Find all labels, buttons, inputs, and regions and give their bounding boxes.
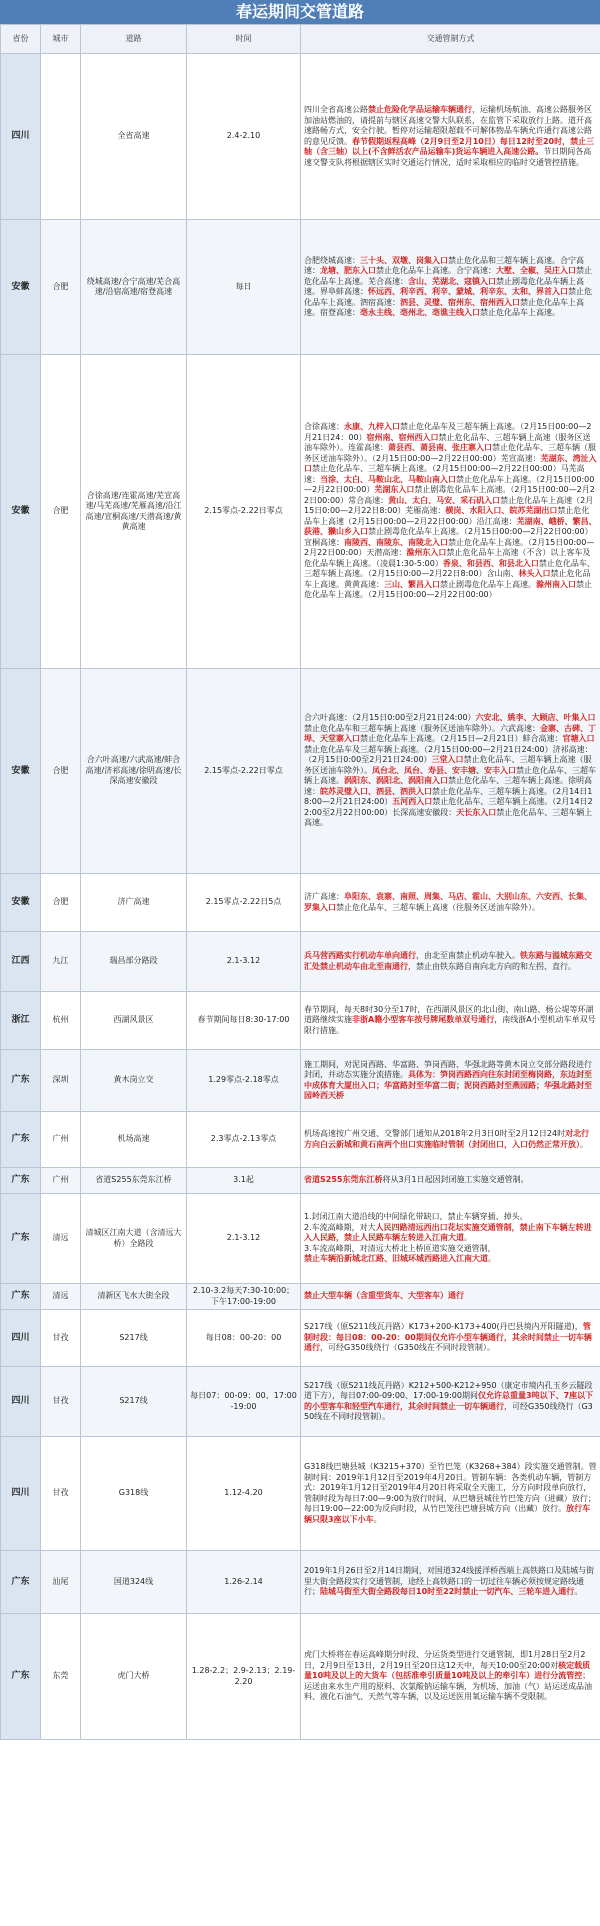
table-row — [1, 669, 600, 874]
text-segment: 禁止危化品车上高速。芜合高速： — [304, 266, 592, 286]
highlight-text: 泗县、灵璧、宿州东、宿州西入口 — [400, 297, 520, 307]
highlight-text: 当涂、太白、马鞍山北、马鞍山南入口 — [320, 474, 456, 484]
highlight-text: 铁东路与溢城东路交汇处禁止机动车由北至南通行 — [304, 951, 592, 971]
province-cell: 广东 — [1, 1551, 41, 1614]
highlight-text: 芜湖东、湾沚入口 — [304, 453, 597, 474]
time-cell: 3.1起 — [187, 1168, 301, 1194]
control-method-cell — [301, 992, 600, 1050]
text-segment: 禁止危化品车上高速。（2月15日—2月21日）蚌合高速： — [360, 734, 563, 744]
highlight-text: 禁止大型车辆（含重型货车、大型客车）通行 — [304, 1291, 464, 1301]
time-cell: 2.15零点-2.22日零点 — [187, 669, 301, 874]
control-method-cell — [301, 54, 600, 220]
text-segment: S217线（原S211线瓦丹路）K212+500-K212+950（康定市境内孔玉乡云隧段道下方），每日07:00-09:00、17:00-19:00期间 — [304, 1380, 593, 1400]
road-cell: S217线 — [81, 1367, 187, 1437]
city-cell: 合肥 — [41, 220, 81, 355]
city-cell: 汕尾 — [41, 1551, 81, 1614]
road-cell: 合六叶高速/六武高速/蚌合高速/济祁高速/徐明高速/长深高速安徽段 — [81, 669, 187, 874]
highlight-text: 龙塘、肥东入口 — [320, 266, 376, 275]
road-cell: 绕城高速/合宁高速/芜合高速/沿宿高速/宿登高速 — [81, 220, 187, 355]
text-segment: 节日期间各高速交警支队将根据辖区实时交通运行情况，适时采取相应的临时交通管控措施。 — [304, 147, 592, 167]
text-segment: G318线巴塘县城（K3215+370）至竹巴笼（K3268+384）段实施交通管制。管制时间：2019年1月12日至2019年4月20日。管制车辆：各类机动车辆，管制方式：2019年1月12日至2019年4月20日将采取全天施工，分方向时段单向放行，管制时段为每日7:00—9:00为放行时间，从巴塘县城往竹巴笼方向（进藏）放行；每日19:00—22:00为反向时段，从竹巴笼往巴塘县城方向（出藏）放行。 — [304, 1462, 597, 1513]
road-cell: 全省高速 — [81, 54, 187, 220]
province-cell: 四川 — [1, 54, 41, 220]
highlight-text: 禁止车辆沿新城北江路、旧城环城西路进入江南大道 — [304, 1254, 488, 1264]
text-segment: 禁止危化品车和三超车辆上高速（服务区送油车除外）。六武高速： — [304, 723, 540, 733]
text-segment: 机场高速按广州交通、交警部门通知从2018年2月3日0时至2月12日24时 — [304, 1129, 566, 1138]
text-segment: 四川全省高速公路 — [304, 105, 368, 114]
highlight-text: 林头入口 — [518, 569, 551, 579]
road-cell: 机场高速 — [81, 1112, 187, 1168]
text-segment: 3.车流高峰期，对清远大桥北上桥匝道实施交通管制， — [304, 1243, 496, 1253]
province-cell: 广东 — [1, 1284, 41, 1310]
text-segment: 禁止危化品车、三超车辆上高速。（2月15日00:00—2月22日00:00）马芜高速： — [304, 464, 585, 484]
text-segment: 合徐高速： — [304, 422, 344, 432]
road-cell: 国道324线 — [81, 1551, 187, 1614]
control-method-cell — [301, 1614, 600, 1740]
province-cell: 浙江 — [1, 992, 41, 1050]
time-cell: 春节期间每日8:30-17:00 — [187, 992, 301, 1050]
time-cell: 2.15零点-2.22日5点 — [187, 874, 301, 932]
control-method-cell — [301, 669, 600, 874]
text-segment: S217线（原S211线瓦丹路）K173+200-K173+400(丹巴县境内开阳隧道)， — [304, 1322, 583, 1332]
header-control-method: 交通管制方式 — [301, 25, 600, 54]
text-segment: 禁止危化品车上高速。（2月15日00:00—2月22日00:00） — [304, 474, 595, 495]
city-cell: 甘孜 — [41, 1437, 81, 1551]
text-segment: 禁止危化品车、三超车辆上高速。（2月14日22:00至2月22日00:00）长深高速安徽段： — [304, 797, 593, 817]
road-cell: S217线 — [81, 1310, 187, 1367]
text-segment: 禁止危化品车上高速。合宁高速： — [376, 266, 496, 275]
highlight-text: 春节假期返程高峰（2月9日至2月10日）每日12时至20时，禁止三轴（含三轴）以上(不含鲜活农产品运输车)货运车辆进入高速公路。 — [304, 136, 595, 156]
table-row — [1, 1284, 600, 1310]
time-cell: 1.29零点-2.18零点 — [187, 1050, 301, 1112]
text-segment: ，可经G350线绕行（G350线在不同时段管制）。 — [304, 1401, 593, 1421]
text-segment: 春节期间，每天8时30分至17时，在西湖风景区的北山街、南山路、杨公堤等环湖道路继续实施 — [304, 1004, 594, 1025]
highlight-text: 人民四路清远西出口花坛实施交通管制，禁止南下车辆左转进入人民路，禁止人民路车辆左转进入江南大道 — [304, 1222, 592, 1243]
text-segment: 禁止危化品车、三超车辆上高速（服务区送油车除外）。连霍高速： — [304, 432, 591, 453]
header-road: 道路 — [81, 25, 187, 54]
text-segment: 。 — [574, 1587, 583, 1597]
highlight-text: 具体为：笋岗西路西向往东封闭至梅岗路，东边封至中成体育大厦出入口；华富路封至华富二街；泥岗西路封至燕园路；华强北路封至园岭西天桥 — [304, 1070, 592, 1100]
province-cell: 广东 — [1, 1112, 41, 1168]
control-method-cell — [301, 355, 600, 669]
text-segment: 禁止危化品车、三超车辆上高速。 — [304, 807, 593, 828]
text-segment: 禁止危化品车上高速。泗宿高速： — [304, 287, 592, 307]
road-cell: 虎门大桥 — [81, 1614, 187, 1740]
header-province: 省份 — [1, 25, 41, 54]
table-row — [1, 1168, 600, 1194]
text-segment: 。 — [580, 1139, 588, 1149]
highlight-text: 芜湖东入口 — [374, 485, 415, 495]
table-header-row — [1, 25, 600, 54]
text-segment: ；运送由来水生产用的原料、次氯酸钠运输车辆，为机场、加油（气）站运送成品油料、液化石油气、天然气等车辆，以及运送医用氧运输车辆不受限制。 — [304, 1671, 592, 1702]
highlight-text: 三十头、双墩、岗集入口 — [360, 255, 448, 265]
table-row — [1, 1112, 600, 1168]
city-cell — [41, 54, 81, 220]
text-segment: 禁止剧毒危化品车上高速。（2月15日00:00—2月22日00:00）宣桐高速： — [304, 527, 593, 547]
highlight-text: 皖苏灵璧入口、泗县、泗洪入口 — [320, 786, 432, 796]
time-cell: 每日 — [187, 220, 301, 355]
text-segment: 禁止危化品车、三超车辆（服务区送油车除外）。（2月15日00:00—2月22日00:00）芜宣高速： — [304, 443, 596, 463]
text-segment: 禁止危化品车上高速。（2月15日00:00—2月22日00:00）天潜高速： — [304, 537, 595, 558]
text-segment: 施工期间，对泥岗西路、华富路、笋岗西路、华强北路等黄木岗立交部分路段进行封闭，并动态实施分流措施。 — [304, 1059, 592, 1079]
text-segment: ，运输机场航油、高速公路服务区加油站燃油的，请提前与辖区高速交警大队联系，在监管下采取放行上路。道开高速路畅方式，安全行驶。暂停对运输超限超载不可解体物品车辆允许通行高速公路的意见反馈。 — [304, 105, 592, 146]
control-method-cell — [301, 1367, 600, 1437]
text-segment: ，由北至南禁止机动车驶入。 — [416, 951, 520, 960]
text-segment: 禁止剧毒危化品车辆上高速。界阜蚌高速： — [304, 276, 584, 296]
province-cell: 广东 — [1, 1168, 41, 1194]
province-cell: 安徽 — [1, 355, 41, 669]
province-cell: 四川 — [1, 1367, 41, 1437]
table-row — [1, 220, 600, 355]
highlight-text: 怀远西、利辛西、利辛、蒙城、利辛东、太和、界首入口 — [368, 287, 568, 296]
highlight-text: 含山、芜湖北、寇镇入口 — [408, 276, 496, 286]
text-segment: 2019年1月26日至2月14日期间，对国道324线援洋桥西端上高铁路口及陆城与街里大街全路段实行交通管制，途经上高铁路口的一切过往车辆必须按规定路线通行； — [304, 1566, 595, 1597]
highlight-text: 陆城马街至大街全路段每日10时至22时禁止一切汽车、三轮车进入通行 — [320, 1587, 575, 1597]
table-row — [1, 992, 600, 1050]
city-cell: 深圳 — [41, 1050, 81, 1112]
province-cell: 广东 — [1, 1194, 41, 1284]
text-segment: ，禁止由铁东路自南向北方向的和左拐、直行。 — [408, 961, 576, 971]
road-cell: 西湖风景区 — [81, 992, 187, 1050]
time-cell: 2.4-2.10 — [187, 54, 301, 220]
highlight-text: 对北行方向白云新城和黄石南两个出口实施临时管制（封闭出口，入口仍然正常开放） — [304, 1129, 590, 1149]
highlight-text: 管制时段：每日08：00-20：00期间仅允许小型车辆通行，其余时间禁止一切车辆通行 — [304, 1322, 592, 1353]
highlight-text: 萧县西、萧县南、张庄寨入口 — [388, 443, 492, 453]
text-segment: ，南线浙A小型机动车单双号限行措施。 — [304, 1015, 596, 1035]
text-segment: 合肥绕城高速： — [304, 255, 360, 265]
road-cell: 瑞昌部分路段 — [81, 932, 187, 992]
city-cell: 甘孜 — [41, 1367, 81, 1437]
road-cell: G318线 — [81, 1437, 187, 1551]
city-cell: 杭州 — [41, 992, 81, 1050]
highlight-text: 凤台北、凤台、寿县、安丰塘、安丰入口 — [372, 765, 516, 775]
text-segment: 。 — [373, 1514, 382, 1524]
highlight-text: 官塘入口 — [562, 734, 595, 744]
road-cell: 济广高速 — [81, 874, 187, 932]
road-cell: 省道S255东莞东江桥 — [81, 1168, 187, 1194]
city-cell: 甘孜 — [41, 1310, 81, 1367]
highlight-text: 亳永主线、亳州北、亳谯主线入口 — [360, 308, 480, 317]
text-segment: 。 — [464, 1233, 472, 1243]
text-segment: 禁止危化品车及三超车辆上高速。（2月15日00:00—2月21日24:00）济祁高速：（2月15日0:00至2月21日24:00） — [304, 744, 593, 765]
highlight-text: 三堂入口 — [431, 755, 464, 765]
highlight-text: 非浙A籍小型客车按号牌尾数单双号通行 — [352, 1015, 495, 1025]
text-segment: 2.车流高峰期，对大 — [304, 1222, 376, 1232]
text-segment: 。 — [488, 1254, 496, 1264]
text-segment: 禁止危化品车上高速。宿登高速： — [304, 297, 584, 317]
table-row — [1, 1437, 600, 1551]
time-cell: 每日08：00-20：00 — [187, 1310, 301, 1367]
control-method-cell — [301, 1050, 600, 1112]
road-cell: 清城区江南大道（含清远大桥）全路段 — [81, 1194, 187, 1284]
city-cell: 清远 — [41, 1284, 81, 1310]
control-method-cell — [301, 874, 600, 932]
city-cell: 合肥 — [41, 669, 81, 874]
table-row — [1, 1614, 600, 1740]
highlight-text: 核定载质量10吨及以上的大货车（包括准牵引质量10吨及以上的牵引车）进行分流管控 — [304, 1660, 591, 1681]
page-title: 春运期间交管道路 — [0, 0, 600, 24]
province-cell: 安徽 — [1, 874, 41, 932]
text-segment: 禁止剧毒危化品车上高速。（2月15日00:00—2月22日00:00）常合高速： — [304, 485, 595, 505]
highlight-text: 南陵西、南陵东、南陵北入口 — [344, 537, 448, 547]
text-segment: 禁止危化品车上高速（不含）以上客车及危化品车辆上高速。（凌晨1:30-5:00） — [304, 548, 591, 568]
time-cell: 2.1-3.12 — [187, 932, 301, 992]
time-cell: 2.10-3.2每天7:30-10:00；下午17:00-19:00 — [187, 1284, 301, 1310]
text-segment: 禁止危化品车、三超车辆上高速。（2月14日18:00—2月21日24:00） — [304, 786, 593, 807]
road-cell: 清新区飞水大街全段 — [81, 1284, 187, 1310]
table-row — [1, 355, 600, 669]
text-segment: 禁止危化品车、三超车辆上高速。 — [304, 765, 596, 786]
highlight-text: 芜湖南、峨桥、繁昌、荻港、獭山乡入口 — [304, 516, 597, 537]
highlight-text: 禁止危险化学品运输车辆通行 — [368, 105, 472, 114]
city-cell: 广州 — [41, 1112, 81, 1168]
table-body — [1, 54, 600, 1740]
highlight-text: 宿州南、宿州西入口 — [366, 432, 439, 442]
control-method-cell — [301, 1284, 600, 1310]
text-segment: 禁止危化品车及三超车辆上高速。（2月15日00:00—2月21日24：00） — [304, 422, 592, 442]
control-method-cell — [301, 1112, 600, 1168]
highlight-text: 兵马营西路实行机动车单向通行 — [304, 951, 416, 960]
control-method-cell — [301, 1194, 600, 1284]
province-cell: 广东 — [1, 1614, 41, 1740]
province-cell: 四川 — [1, 1310, 41, 1367]
province-cell: 安徽 — [1, 220, 41, 355]
table-row — [1, 1194, 600, 1284]
highlight-text: 大墅、全椒、吴庄入口 — [496, 266, 576, 275]
time-cell: 1.12-4.20 — [187, 1437, 301, 1551]
city-cell: 合肥 — [41, 874, 81, 932]
text-segment: 将从3月1日起因封闭施工实施交通管制。 — [382, 1175, 529, 1185]
city-cell: 广州 — [41, 1168, 81, 1194]
highlight-text: 放行车辆只限3座以下小车 — [304, 1504, 591, 1524]
text-segment: 禁止危化品车上高速（2月15日0:00—2月22日8:00）芜雁高速： — [304, 495, 594, 516]
time-cell: 每日07：00-09：00、17:00-19:00 — [187, 1367, 301, 1437]
traffic-control-table — [0, 24, 600, 1740]
table-row — [1, 1050, 600, 1112]
highlight-text: 五河西入口 — [392, 797, 433, 807]
highlight-text: 三山、繁昌入口 — [384, 579, 440, 589]
control-method-cell — [301, 1310, 600, 1367]
highlight-text: 黄山、太白、马安、采石矶入口 — [388, 495, 501, 505]
highlight-text: 仅允许总重量3吨以下、7座以下的小型客车和轻型汽车通行，其余时间禁止一切车辆通行 — [304, 1391, 594, 1411]
highlight-text: 滁州南入口 — [536, 579, 576, 589]
control-method-cell — [301, 1437, 600, 1551]
table-row — [1, 1367, 600, 1437]
text-segment: 禁止危化品车、三超车辆上高速（服务区送油车除外）。 — [304, 755, 592, 775]
control-method-cell — [301, 932, 600, 992]
highlight-text: 阜阳东、袁寨、南照、周集、马店、霍山、大别山东、六安西、长集、罗集入口 — [304, 892, 592, 912]
highlight-text: 永康、九梓入口 — [344, 422, 400, 432]
time-cell: 1.26-2.14 — [187, 1551, 301, 1614]
table-row — [1, 54, 600, 220]
text-segment: 禁止危化品车、三超车辆上高速。（2月15日0:00—2月22日8:00）含山南、 — [304, 558, 595, 579]
road-cell: 合徐高速/连霍高速/芜宣高速/马芜高速/芜雁高速/沿江高速/宣桐高速/天潜高速/黄黄高速 — [81, 355, 187, 669]
header-city: 城市 — [41, 25, 81, 54]
time-cell: 1.28-2.2；2.9-2.13；2.19-2.20 — [187, 1614, 301, 1740]
text-segment: 虎门大桥将在春运高峰期分时段、分运货类型进行交通管制，即1月28日至2月2日，2月9日至13日，2月19日至20日这12天中，每天10:00至20:00对 — [304, 1650, 586, 1670]
time-cell: 2.1-3.12 — [187, 1194, 301, 1284]
text-segment: 1.封闭江南大道沿线的中间绿化带缺口，禁止车辆穿插、掉头。 — [304, 1212, 528, 1222]
highlight-text: 省道S255东莞东江桥 — [304, 1175, 383, 1185]
text-segment: 济广高速： — [304, 892, 344, 901]
province-cell: 安徽 — [1, 669, 41, 874]
header-time: 时间 — [187, 25, 301, 54]
text-segment: 禁止危化品车上高速（2月15日00:00—2月22日00:00）沿江高速： — [304, 506, 590, 526]
text-segment: 禁止危化品车上高速。黄黄高速： — [304, 569, 591, 589]
highlight-text: 六安北、姚李、大顾店、叶集入口 — [475, 713, 596, 723]
highlight-text: 横岗、水阳入口、皖苏芜湖出口 — [445, 506, 558, 516]
text-segment: 禁止危化品车、三超车辆上高速。徐明高速： — [304, 776, 592, 796]
highlight-text: 天长东入口 — [456, 807, 497, 817]
city-cell: 东莞 — [41, 1614, 81, 1740]
table-row — [1, 1551, 600, 1614]
city-cell: 合肥 — [41, 355, 81, 669]
time-cell: 2.3零点-2.13零点 — [187, 1112, 301, 1168]
road-cell: 黄木岗立交 — [81, 1050, 187, 1112]
highlight-text: 香泉、和县西、和县北入口 — [442, 558, 539, 568]
province-cell: 江西 — [1, 932, 41, 992]
highlight-text: 金寨、古碑、丁埠、天堂寨入口 — [304, 723, 596, 744]
text-segment: ，可经G350线绕行（G350线在不同时段管制）。 — [320, 1343, 495, 1353]
control-method-cell — [301, 1168, 600, 1194]
text-segment: 禁止剧毒危化品车上高速。 — [440, 579, 536, 589]
text-segment: 禁止危化品车、三超车辆上高速（往服务区送油车除外）。 — [336, 902, 540, 912]
province-cell: 广东 — [1, 1050, 41, 1112]
table-row — [1, 874, 600, 932]
text-segment: 禁止危化品车上高速。（2月15日00:00—2月22日00:00） — [304, 579, 592, 600]
control-method-cell — [301, 1551, 600, 1614]
text-segment: 禁止危化品车上高速。 — [480, 308, 560, 317]
control-method-cell — [301, 220, 600, 355]
table-row — [1, 1310, 600, 1367]
province-cell: 四川 — [1, 1437, 41, 1551]
city-cell: 九江 — [41, 932, 81, 992]
highlight-text: 滁州东入口 — [406, 548, 447, 558]
time-cell: 2.15零点-2.22日零点 — [187, 355, 301, 669]
table-row — [1, 932, 600, 992]
text-segment: 禁止危化品和三超车辆上高速。合宁高速： — [304, 255, 584, 275]
city-cell: 清远 — [41, 1194, 81, 1284]
text-segment: 合六叶高速：（2月15日0:00至2月21日24:00） — [304, 713, 476, 723]
highlight-text: 涡阳东、涡阳北、涡阳南入口 — [344, 776, 448, 786]
